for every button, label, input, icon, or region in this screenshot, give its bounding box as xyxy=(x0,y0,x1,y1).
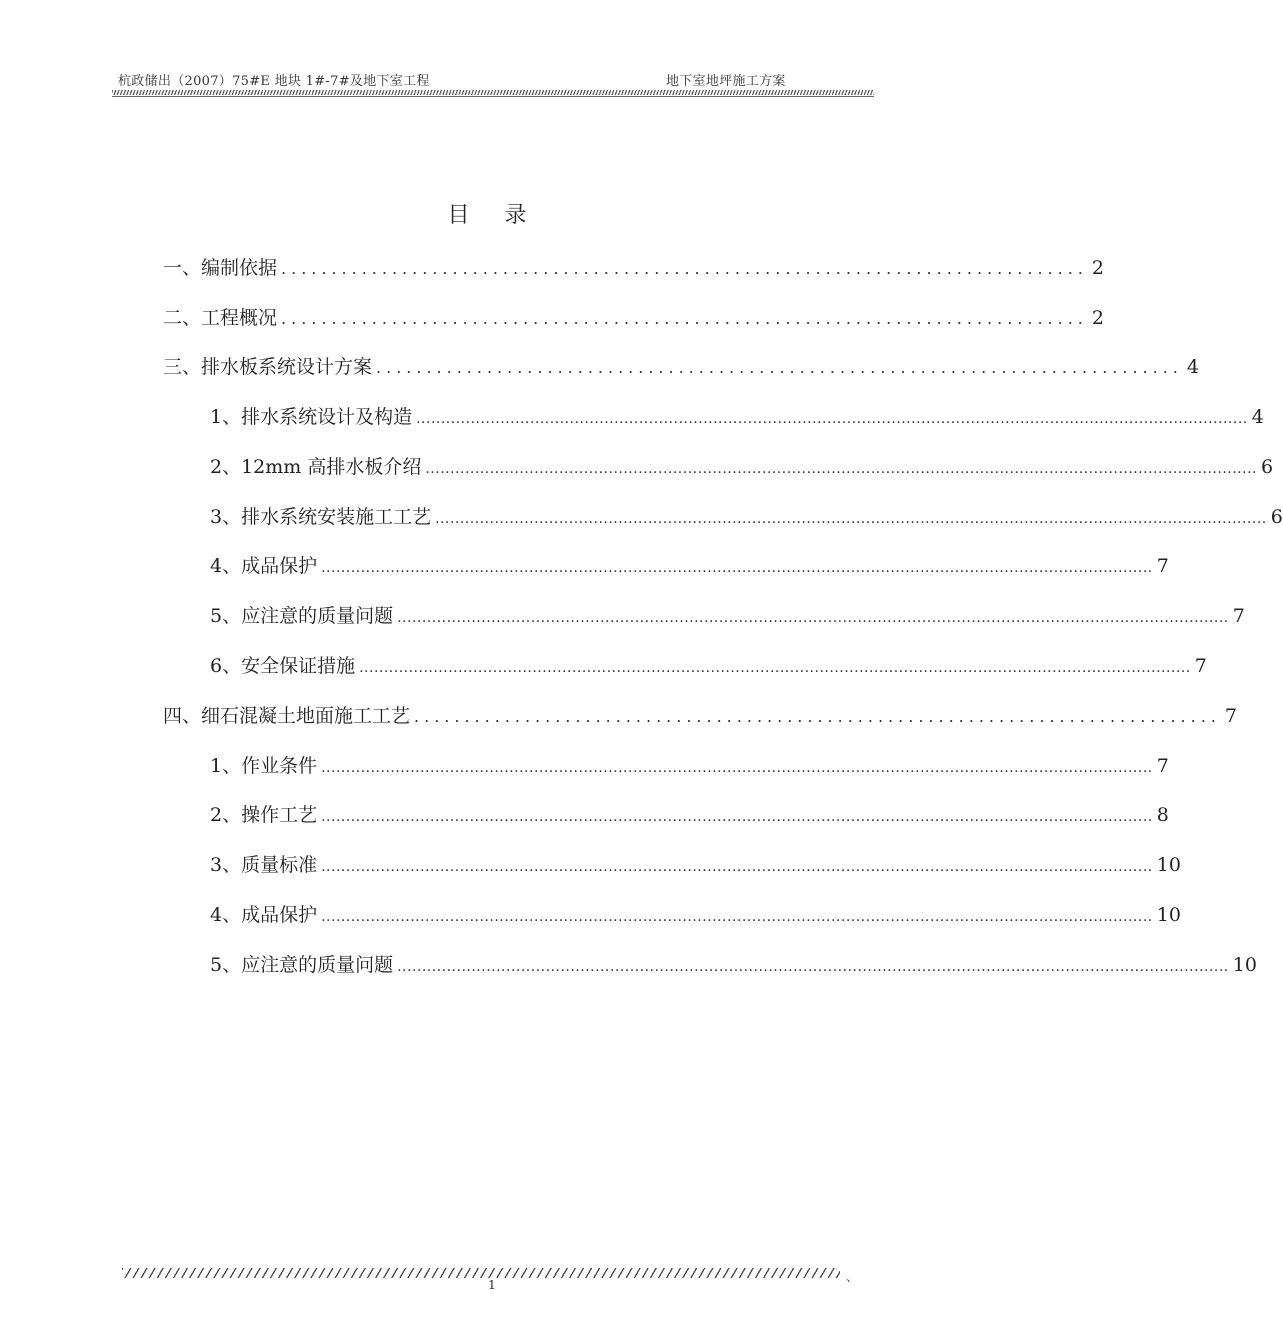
toc-entry-page: 10 xyxy=(1156,904,1181,926)
toc-entry-page: 6 xyxy=(1270,506,1283,528)
toc-entry-page: 7 xyxy=(1224,705,1237,727)
toc-leader-dots: ................................................................................ xyxy=(281,259,1088,278)
toc-entry-label: 5、应注意的质量问题 xyxy=(210,605,394,627)
toc-entry[interactable] xyxy=(163,253,1104,279)
toc-entry-page: 4 xyxy=(1186,356,1199,378)
header-document-title: 地下室地坪施工方案 xyxy=(666,74,786,89)
toc-entry-page: 10 xyxy=(1232,954,1257,976)
toc-entry[interactable] xyxy=(210,502,1283,528)
toc-entry-label: 5、应注意的质量问题 xyxy=(210,954,394,976)
toc-entry-page: 2 xyxy=(1091,307,1104,329)
toc-entry-page: 4 xyxy=(1251,406,1264,428)
toc-entry-label: 4、成品保护 xyxy=(210,904,318,926)
toc-entry-label: 2、操作工艺 xyxy=(210,804,318,826)
header-rule xyxy=(112,90,874,95)
toc-entry[interactable] xyxy=(210,900,1181,926)
footer-mark: 、 xyxy=(846,1270,859,1284)
header-project-title: 杭政储出（2007）75#E 地块 1#-7#及地下室工程 xyxy=(118,74,430,89)
toc-entry[interactable] xyxy=(163,701,1237,727)
toc-entry-page: 7 xyxy=(1232,605,1245,627)
toc-entry-label: 四、细石混凝土地面施工工艺 xyxy=(163,705,411,727)
toc-entry-label: 6、安全保证措施 xyxy=(210,655,356,677)
toc-entry-label: 二、工程概况 xyxy=(163,307,278,329)
toc-entry-label: 三、排水板系统设计方案 xyxy=(163,356,373,378)
toc-leader-dots: ........................................................................................................................................................................ xyxy=(321,760,1153,776)
toc-entry-label: 4、成品保护 xyxy=(210,555,318,577)
page-title: 目 录 xyxy=(447,203,541,228)
toc-entry[interactable] xyxy=(210,551,1169,577)
toc-entry-page: 8 xyxy=(1156,804,1169,826)
toc-entry-label: 3、质量标准 xyxy=(210,854,318,876)
toc-entry-label: 1、作业条件 xyxy=(210,755,318,777)
toc-entry-page: 7 xyxy=(1194,655,1207,677)
toc-leader-dots: ........................................................................................................................................................................ xyxy=(321,560,1153,576)
toc-leader-dots: ................................................................................ xyxy=(414,707,1221,726)
toc-entry-label: 2、12mm 高排水板介绍 xyxy=(210,456,422,478)
toc-entry-label: 一、编制依据 xyxy=(163,257,278,279)
toc-entry[interactable] xyxy=(210,950,1257,976)
toc-entry[interactable] xyxy=(210,452,1274,478)
toc-leader-dots: ................................................................................ xyxy=(376,358,1183,377)
toc-entry[interactable] xyxy=(163,303,1104,329)
toc-entry-page: 7 xyxy=(1156,555,1169,577)
toc-leader-dots: ........................................................................................................................................................................ xyxy=(435,511,1267,527)
toc-entry-page: 7 xyxy=(1156,755,1169,777)
toc-entry-page: 10 xyxy=(1156,854,1181,876)
toc-leader-dots: ........................................................................................................................................................................ xyxy=(321,809,1153,825)
toc-entry-page: 2 xyxy=(1091,257,1104,279)
toc-leader-dots: ........................................................................................................................................................................ xyxy=(321,909,1153,925)
page-number: 1 xyxy=(488,1278,496,1292)
toc-entry-page: 6 xyxy=(1260,456,1274,478)
toc-leader-dots: ................................................................................ xyxy=(281,309,1088,328)
toc-entry-label: 3、排水系统安装施工工艺 xyxy=(210,506,432,528)
footer-rule xyxy=(122,1268,840,1278)
toc-entry[interactable] xyxy=(210,751,1169,777)
header-rule-line xyxy=(112,96,874,97)
toc-leader-dots: ........................................................................................................................................................................ xyxy=(397,610,1229,626)
toc-entry[interactable] xyxy=(210,850,1181,876)
toc-leader-dots: ........................................................................................................................................................................ xyxy=(397,959,1229,975)
toc-entry[interactable] xyxy=(210,800,1169,826)
toc-leader-dots: ........................................................................................................................................................................ xyxy=(416,411,1248,427)
toc-entry[interactable] xyxy=(210,601,1245,627)
toc-leader-dots: ........................................................................................................................................................................ xyxy=(321,859,1153,875)
toc-entry[interactable] xyxy=(163,352,1199,378)
toc-leader-dots: ........................................................................................................................................................................ xyxy=(359,660,1191,676)
toc-entry[interactable] xyxy=(210,651,1207,677)
toc-leader-dots: ........................................................................................................................................................................ xyxy=(425,461,1257,477)
toc-entry[interactable] xyxy=(210,402,1264,428)
toc-entry-label: 1、排水系统设计及构造 xyxy=(210,406,413,428)
